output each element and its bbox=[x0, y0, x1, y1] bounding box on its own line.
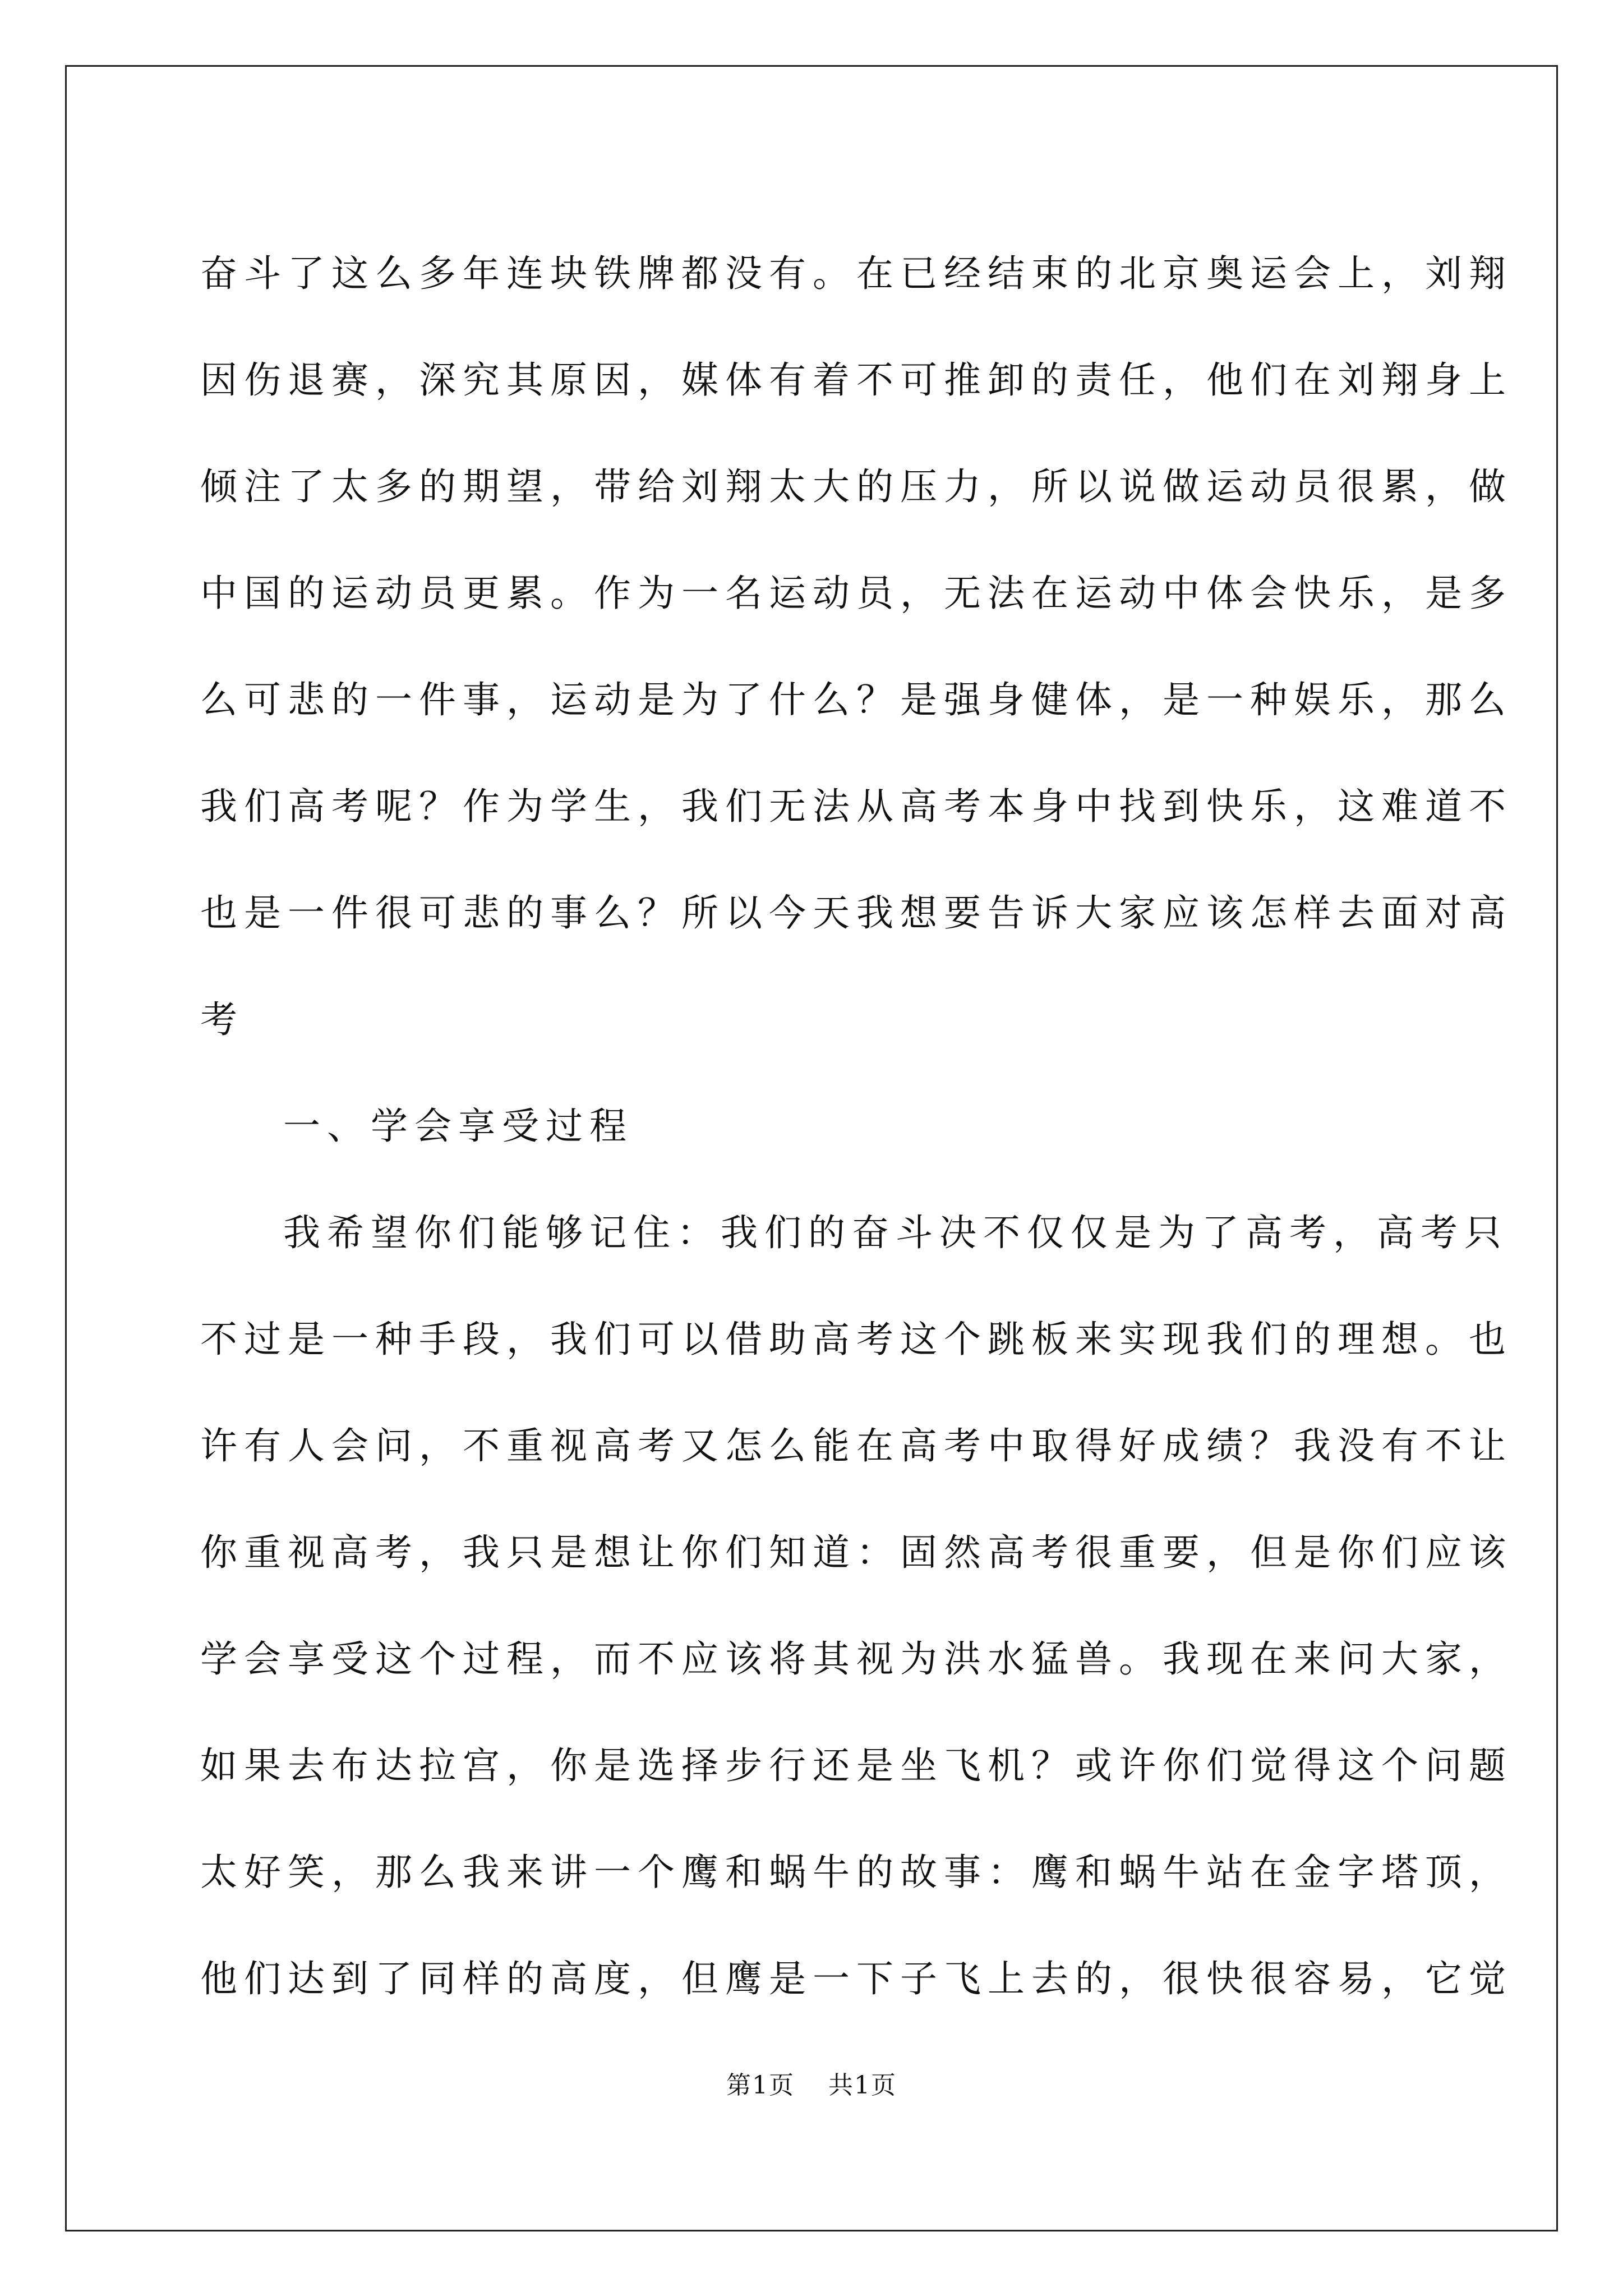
text-line: 奋斗了这么多年连块铁牌都没有。在已经结束的北京奥运会上，刘翔 bbox=[200, 252, 1513, 295]
page-total: 共1页 bbox=[828, 2071, 897, 2100]
page-number: 第1页 bbox=[726, 2071, 795, 2100]
text-line: 我希望你们能够记住：我们的奋斗决不仅仅是为了高考，高考只 bbox=[283, 1211, 1508, 1254]
text-line: 中国的运动员更累。作为一名运动员，无法在运动中体会快乐，是多 bbox=[200, 572, 1513, 615]
text-line: 我们高考呢？作为学生，我们无法从高考本身中找到快乐，这难道不 bbox=[200, 785, 1513, 828]
section-heading: 一、学会享受过程 bbox=[283, 1105, 633, 1148]
text-line: 许有人会问，不重视高考又怎么能在高考中取得好成绩？我没有不让 bbox=[200, 1424, 1513, 1467]
text-line: 么可悲的一件事，运动是为了什么？是强身健体，是一种娱乐，那么 bbox=[200, 678, 1513, 721]
text-line: 太好笑，那么我来讲一个鹰和蜗牛的故事：鹰和蜗牛站在金字塔顶， bbox=[200, 1851, 1513, 1894]
text-line: 你重视高考，我只是想让你们知道：固然高考很重要，但是你们应该 bbox=[200, 1531, 1513, 1574]
page-footer bbox=[0, 2069, 1623, 2102]
text-line: 如果去布达拉宫，你是选择步行还是坐飞机？或许你们觉得这个问题 bbox=[200, 1744, 1513, 1787]
text-line: 学会享受这个过程，而不应该将其视为洪水猛兽。我现在来问大家， bbox=[200, 1637, 1513, 1681]
text-line: 不过是一种手段，我们可以借助高考这个跳板来实现我们的理想。也 bbox=[200, 1318, 1513, 1361]
text-line: 他们达到了同样的高度，但鹰是一下子飞上去的，很快很容易，它觉 bbox=[200, 1957, 1513, 2000]
text-line: 考 bbox=[200, 998, 244, 1041]
text-line: 也是一件很可悲的事么？所以今天我想要告诉大家应该怎样去面对高 bbox=[200, 891, 1513, 935]
document-body bbox=[200, 220, 1513, 2032]
text-line: 因伤退赛，深究其原因，媒体有着不可推卸的责任，他们在刘翔身上 bbox=[200, 358, 1513, 402]
text-line: 倾注了太多的期望，带给刘翔太大的压力，所以说做运动员很累，做 bbox=[200, 465, 1513, 508]
